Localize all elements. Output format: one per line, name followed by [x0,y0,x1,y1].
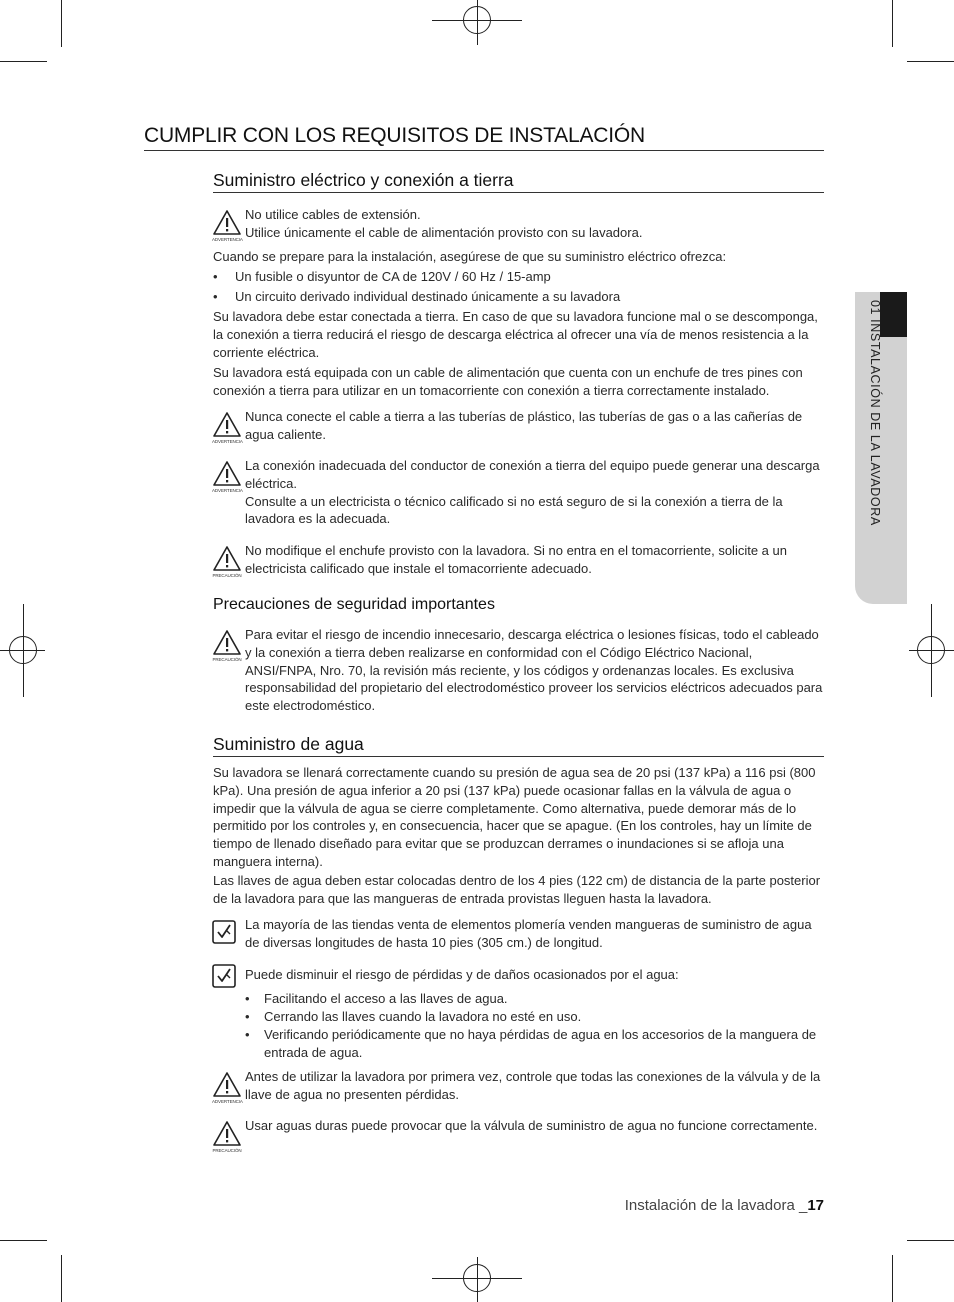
crop-mark [892,1255,893,1302]
paragraph: Cuando se prepare para la instalación, asegúrese de que su suministro eléctrico ofrezca: [213,249,727,264]
caution-text: No modifique el enchufe provisto con la lavadora. Si no entra en el tomacorriente, solicite a un electricista calificado que instale el tomacorriente adecuado. [245,543,787,576]
crop-mark [907,1240,954,1241]
crop-mark [0,61,47,62]
paragraph: Las llaves de agua deben estar colocadas dentro de los 4 pies (122 cm) de distancia de la parte posterior de la lavadora para que las mangueras de entrada provistas lleguen hasta la lavadora. [213,873,821,906]
warning-text: La conexión inadecuada del conductor de conexión a tierra del equipo puede generar una descarga eléctrica. Consulte a un electricista o técnico calificado si no está seguro de si la conexión a tierra de la lavadora es la adecuada. [245,458,820,527]
section-heading-water: Suministro de agua [213,734,824,757]
crop-mark [907,61,954,62]
section-heading-electrical: Suministro eléctrico y conexión a tierra [213,170,824,193]
warning-text: No utilice cables de extensión. Utilice únicamente el cable de alimentación provisto con su lavadora. [245,207,643,240]
warning-icon: ADVERTENCIA [212,411,242,445]
note-icon [212,920,236,944]
note-text: Puede disminuir el riesgo de pérdidas y de daños ocasionados por el agua: [245,967,679,982]
paragraph: Su lavadora debe estar conectada a tierra. En caso de que su lavadora funcione mal o se descomponga, la conexión a tierra reducirá el riesgo de descarga eléctrica al ofrecer una vía de menos resistencia a la corriente eléctrica. [213,309,818,360]
chapter-side-tab-label: 01 INSTALACIÓN DE LA LAVADORA [868,300,882,526]
list-item: • Cerrando las llaves cuando la lavadora no esté en uso. [245,1009,582,1024]
paragraph: Su lavadora está equipada con un cable de alimentación que cuenta con un enchufe de tres pines con conexión a tierra para utilizar en un tomacorriente con conexión a tierra correctamente instalado. [213,365,803,398]
note-text: La mayoría de las tiendas venta de elementos plomería venden mangueras de suministro de agua de diversas longitudes de hasta 10 pies (305 cm.) de longitud. [245,917,812,950]
caution-text: Para evitar el riesgo de incendio innecesario, descarga eléctrica o lesiones físicas, todo el cableado y la conexión a tierra deben realizarse en conformidad con el Código Eléctrico Nacional, ANSI/FNPA, Nro. 70, la revisión más reciente, y los códigos y ordenanzas locales. Es exclusiva responsabilidad del propietario del electrodoméstico proveer los servicios eléctricos adecuados para este electrodoméstico. [245,627,823,714]
warning-text: Antes de utilizar la lavadora por primera vez, controle que todas las conexiones de la válvula y de la llave de agua no presenten pérdidas. [245,1069,821,1102]
crop-mark [61,1255,62,1302]
warning-icon: ADVERTENCIA [212,460,242,494]
crop-mark [0,1240,47,1241]
section-heading-safety: Precauciones de seguridad importantes [213,596,495,613]
caution-icon: PRECAUCIÓN [212,1120,242,1154]
caution-text: Usar aguas duras puede provocar que la válvula de suministro de agua no funcione correctamente. [245,1118,818,1133]
page-title: CUMPLIR CON LOS REQUISITOS DE INSTALACIÓN [144,124,824,151]
note-icon [212,964,236,988]
crop-mark [892,0,893,47]
warning-icon: ADVERTENCIA [212,209,242,243]
footer-text: Instalación de la lavadora _ [624,1197,808,1214]
list-item: • Verificando periódicamente que no haya pérdidas de agua en los accesorios de la manguera de entrada de agua. [245,1027,817,1060]
paragraph: Su lavadora se llenará correctamente cuando su presión de agua sea de 20 psi (137 kPa) a 116 psi (800 kPa). Una presión de agua inferior a 20 psi (137 kPa) puede ocasionar fallas en la válvula de agua o impedir que la válvula de agua se cierre completamente. Como alternativa, puede demorar más de lo permitido por los controles y, en consecuencia, hacer que se apague. (En los controles, hay un límite de tiempo de llenado diseñado para evitar que se produzcan derrames o inundaciones si se afloja una manguera interna). [213,765,816,869]
caution-icon: PRECAUCIÓN [212,545,242,579]
list-item: • Un fusible o disyuntor de CA de 120V / 60 Hz / 15-amp [213,269,551,284]
crop-mark [61,0,62,47]
warning-icon: ADVERTENCIA [212,1071,242,1105]
list-item: • Facilitando el acceso a las llaves de agua. [245,991,508,1006]
page-footer [625,1197,824,1214]
caution-icon: PRECAUCIÓN [212,629,242,663]
page-number: 17 [807,1197,824,1214]
list-item: • Un circuito derivado individual destinado únicamente a su lavadora [213,289,621,304]
warning-text: Nunca conecte el cable a tierra a las tuberías de plástico, las tuberías de gas o a las cañerías de agua caliente. [245,409,803,442]
